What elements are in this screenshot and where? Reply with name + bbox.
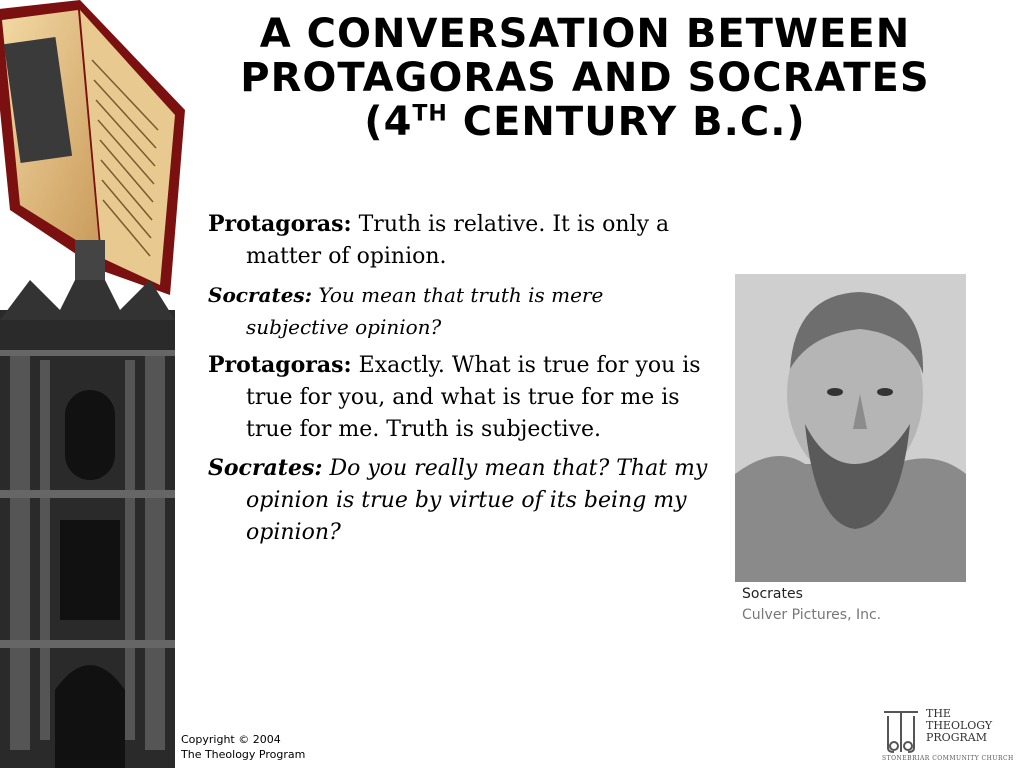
speaker-name: Protagoras: [208,211,352,237]
cathedral-image [0,240,180,768]
caption-credit: Culver Pictures, Inc. [742,607,882,623]
dialogue-text: Do you really mean that? That my opinion is true by virtue of its being my opinion? [246,456,708,545]
slide-title [200,12,970,144]
dialogue-line [208,452,708,549]
title-line-3-prefix: (4 [364,99,413,145]
title-line-3-suffix: CENTURY B.C.) [447,99,806,145]
caption-name: Socrates [742,586,803,602]
logo-line-2: THEOLOGY [926,719,993,732]
logo-subtitle: STONEBRIAR COMMUNITY CHURCH [882,755,1014,762]
copyright-line-2: The Theology Program [181,748,306,761]
title-line-1: A CONVERSATION BETWEEN [259,11,911,57]
copyright-notice [181,732,305,762]
theology-program-logo [880,702,1014,762]
title-superscript: TH [412,101,448,127]
dialogue-text: Exactly. What is true for you is true for you, and what is true for me is true for me. Truth is subjective. [246,353,701,442]
logo-line-3: PROGRAM [926,731,987,744]
socrates-portrait [735,274,966,582]
speaker-name: Socrates: [208,455,323,481]
speaker-name: Protagoras: [208,352,352,378]
logo-line-1: THE [926,707,951,720]
title-line-3 [200,100,970,144]
copyright-line-1: Copyright © 2004 [181,733,281,746]
dialogue [208,208,708,555]
dialogue-line [208,208,708,273]
dialogue-text: You mean that truth is mere subjective opinion? [246,283,604,339]
portrait-caption [742,584,881,626]
left-decoration [0,0,195,768]
title-line-2: PROTAGORAS AND SOCRATES [240,55,930,101]
dialogue-line [208,279,708,343]
logo-text [926,708,992,744]
dialogue-text: Truth is relative. It is only a matter of opinion. [246,212,670,269]
logo-mark-icon [880,702,922,756]
speaker-name: Socrates: [208,283,313,307]
dialogue-line [208,349,708,446]
